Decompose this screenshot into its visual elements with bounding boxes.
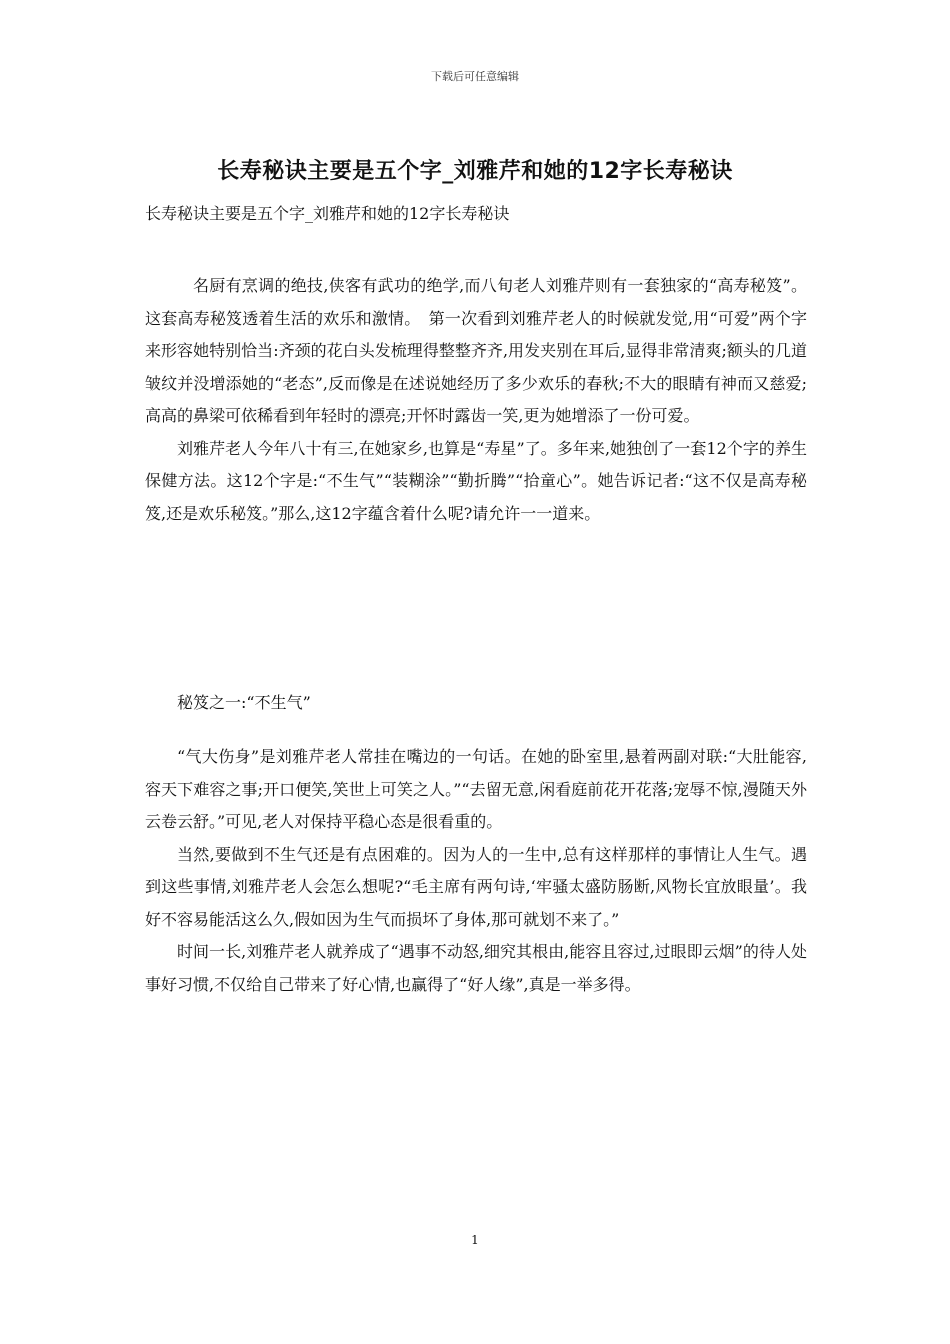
paragraph-5: 时间一长,刘雅芹老人就养成了“遇事不动怒,细究其根由,能容且容过,过眼即云烟”的待人处事好习惯,不仅给自己带来了好心情,也赢得了“好人缘”,真是一举多得。 [145, 942, 807, 994]
paragraph-2: 刘雅芹老人今年八十有三,在她家乡,也算是“寿星”了。多年来,她独创了一套12个字的养生保健方法。这12个字是:“不生气”“装糊涂”“勤折腾”“拾童心”。她告诉记者:“这不仅是高寿秘笈,还是欢乐秘笈。”那么,这12字蕴含着什么呢?请允许一一道来。 [145, 438, 807, 523]
paragraph-3: “气大伤身”是刘雅芹老人常挂在嘴边的一句话。在她的卧室里,悬着两副对联:“大肚能容,容天下难容之事;开口便笑,笑世上可笑之人。”“去留无意,闲看庭前花开花落;宠辱不惊,漫随天外云卷云舒。”可见,老人对保持平稳心态是很看重的。 [145, 747, 807, 831]
document-title: 长寿秘诀主要是五个字_刘雅芹和她的12字长寿秘诀 [217, 159, 733, 184]
paragraph-1: 名厨有烹调的绝技,侠客有武功的绝学,而八旬老人刘雅芹则有一套独家的“高寿秘笈”。这套高寿秘笈透着生活的欢乐和激情。 第一次看到刘雅芹老人的时候就发觉,用“可爱”两个字来形容她特别恰当:齐颈的花白头发梳理得整整齐齐,用发夹别在耳后,显得非常清爽;额头的几道皱纹并没增添她的“老态”,反而像是在述说她经历了多少欢乐的春秋;不大的眼睛有神而又慈爱;高高的鼻梁可依稀看到年轻时的漂亮;开怀时露齿一笑,更为她增添了一份可爱。 [145, 276, 807, 425]
body-block-section-1 [145, 741, 807, 1001]
paragraph-4: 当然,要做到不生气还是有点困难的。因为人的一生中,总有这样那样的事情让人生气。遇到这些事情,刘雅芹老人会怎么想呢?“毛主席有两句诗,‘牢骚太盛防肠断,风物长宜放眼量’。我好不容易能活这么久,假如因为生气而损坏了身体,那可就划不来了。” [145, 844, 807, 929]
body-block-section-heading [145, 687, 807, 720]
page-number: 1 [471, 1233, 479, 1247]
section-heading: 秘笈之一:“不生气” [177, 693, 311, 712]
body-block-intro [145, 270, 807, 530]
header-note: 下载后可任意编辑 [431, 70, 519, 83]
document-subtitle: 长寿秘诀主要是五个字_刘雅芹和她的12字长寿秘诀 [145, 204, 510, 223]
